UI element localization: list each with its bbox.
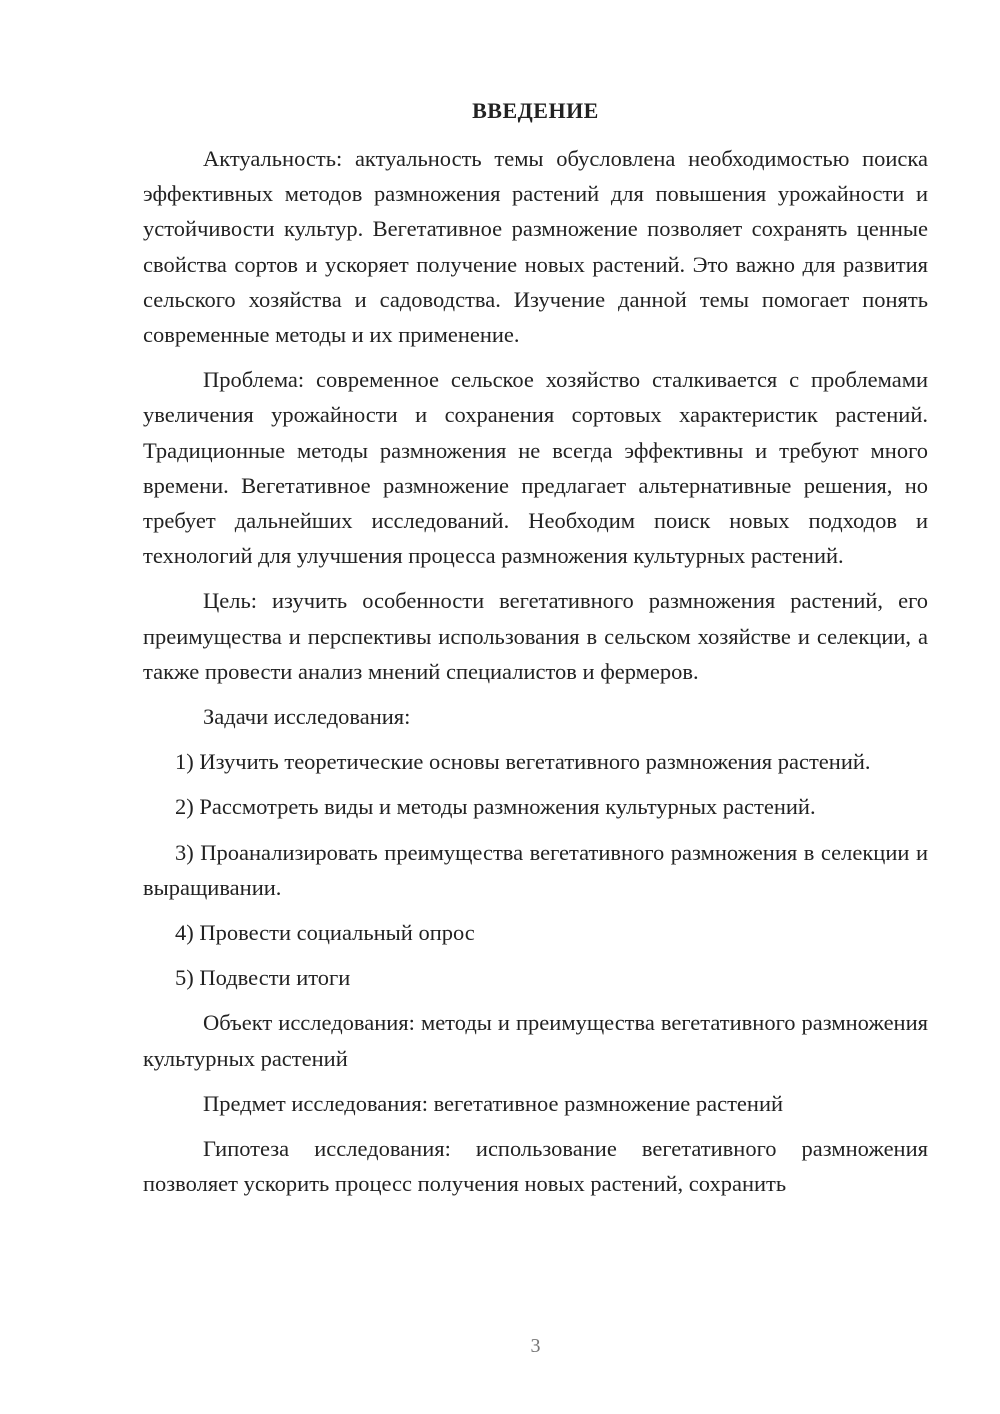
paragraph-object: Объект исследования: методы и преимущества вегетативного размножения культурных растений: [143, 1010, 928, 1071]
paragraph-relevance: Актуальность: актуальность темы обусловлена необходимостью поиска эффективных методов размножения растений для повышения урожайности и устойчивости культур. Вегетативное размножение позволяет сохранять ценные свойства сортов и ускоряет получение новых растений. Это важно для развития сельского хозяйства и садоводства. Изучение данной темы помогает понять современные методы и их применение.: [143, 146, 928, 348]
list-item-task-2: 2) Рассмотреть виды и методы размножения культурных растений.: [175, 794, 816, 820]
list-item-task-3: 3) Проанализировать преимущества вегетативного размножения в селекции и выращивании.: [143, 839, 928, 900]
page-number: 3: [530, 1335, 541, 1357]
paragraph-problem: Проблема: современное сельское хозяйство сталкивается с проблемами увеличения урожайности и сохранения сортовых характеристик растений. Традиционные методы размножения не всегда эффективны и требуют много времени. Вегетативное размножение предлагает альтернативные решения, но требует дальнейших исследований. Необходим поиск новых подходов и технологий для улучшения процесса размножения культурных растений.: [143, 367, 928, 569]
paragraph-hypothesis: Гипотеза исследования: использование вегетативного размножения позволяет ускорить процесс получения новых растений, сохранить: [143, 1136, 928, 1197]
list-item-task-1: 1) Изучить теоретические основы вегетативного размножения растений.: [175, 749, 871, 775]
paragraph-goal: Цель: изучить особенности вегетативного размножения растений, его преимущества и перспективы использования в сельском хозяйстве и селекции, а также провести анализ мнений специалистов и фермеров.: [143, 588, 928, 684]
list-item-task-4: 4) Провести социальный опрос: [175, 920, 475, 946]
document-body: [143, 141, 928, 1211]
paragraph-subject: Предмет исследования: вегетативное размножение растений: [203, 1090, 784, 1116]
list-item-task-5: 5) Подвести итоги: [175, 965, 351, 991]
paragraph-tasks-heading: Задачи исследования:: [203, 704, 411, 730]
page-title: ВВЕДЕНИЕ: [472, 98, 599, 123]
